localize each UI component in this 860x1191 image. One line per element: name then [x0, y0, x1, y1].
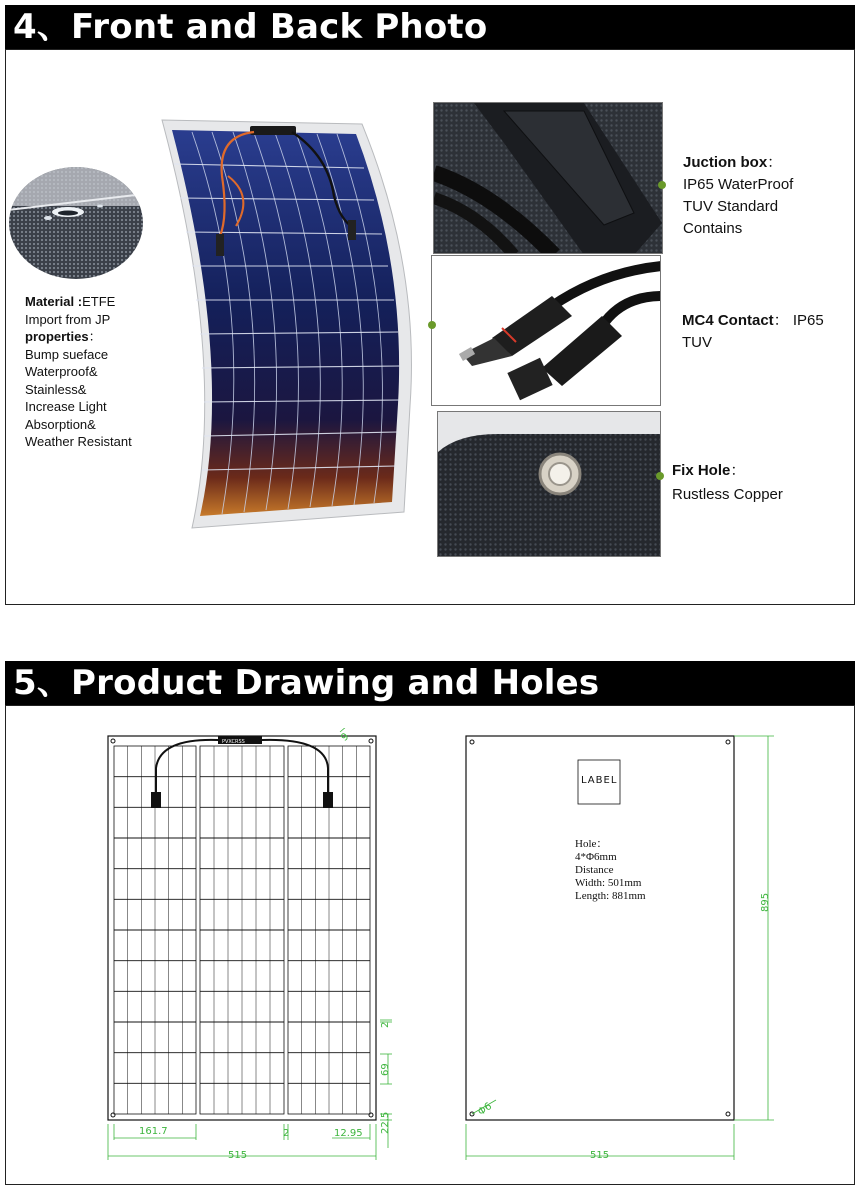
- junction-box-text: [683, 152, 793, 240]
- junction-box-colon: ：: [767, 154, 783, 171]
- junction-box-image: [434, 103, 663, 254]
- property-item: Bump sueface: [25, 346, 109, 362]
- dim-515-front: 515: [228, 1150, 248, 1161]
- section-5-title: 5、Product Drawing and Holes: [13, 663, 600, 703]
- property-item: Stainless&: [25, 381, 87, 397]
- property-item: Increase Light: [25, 399, 107, 414]
- dim-69: 69: [380, 1063, 391, 1076]
- material-label: Material :: [25, 294, 83, 309]
- mc4-connector-image: [432, 256, 661, 406]
- junction-box-label: Juction box: [683, 154, 768, 171]
- mc4-contact-label: MC4 Contact: [682, 312, 774, 329]
- fix-hole-colon: ：: [730, 462, 746, 479]
- section-4-header: [5, 5, 855, 49]
- fix-hole-text: [672, 459, 783, 507]
- section-5-header: [5, 661, 855, 705]
- material-properties-text: [25, 293, 132, 451]
- dim-9: 9: [339, 731, 352, 744]
- fix-hole-label: Fix Hole: [672, 462, 731, 479]
- dim-hole-6: Φ6: [476, 1100, 495, 1119]
- fix-hole-image: [438, 412, 661, 557]
- mc4-contact-spec: TUV: [682, 334, 712, 351]
- front-product-drawing: [100, 728, 410, 1168]
- callout-dot: [656, 472, 664, 480]
- hole-width: Width: 501mm: [575, 877, 642, 889]
- hole-spec-text: [575, 838, 646, 903]
- property-item: Waterproof&: [25, 364, 98, 379]
- fix-hole-closeup: [437, 411, 661, 557]
- properties-label: properties: [25, 329, 89, 344]
- junction-box-label-drawing: PVXCRSS: [222, 739, 245, 745]
- dim-2-right: 2: [380, 1021, 391, 1028]
- mc4-contact-text: [682, 310, 824, 354]
- mc4-connector-closeup: [431, 255, 661, 406]
- property-item: Absorption&: [25, 416, 96, 432]
- dim-161-7: 161.7: [139, 1126, 168, 1137]
- callout-dot: [658, 181, 666, 189]
- dim-22-5: 22.5: [380, 1111, 391, 1134]
- hole-count: 4*Φ6mm: [575, 851, 617, 863]
- hole-length: Length: 881mm: [575, 890, 646, 902]
- junction-box-spec: Contains: [683, 220, 743, 237]
- dim-515-back: 515: [590, 1150, 610, 1161]
- mc4-contact-spec: ： IP65: [773, 312, 824, 329]
- back-product-drawing: [460, 728, 780, 1168]
- junction-box-spec: IP65 WaterProof: [683, 176, 794, 193]
- section-4-title: 4、Front and Back Photo: [13, 7, 488, 47]
- hole-distance-label: Distance: [575, 864, 614, 876]
- properties-colon: ：: [88, 329, 102, 344]
- flexible-solar-panel-photo: [158, 116, 420, 532]
- callout-dot: [428, 321, 436, 329]
- dim-12-95: 12.95: [334, 1128, 363, 1139]
- etfe-surface-closeup: [8, 166, 144, 280]
- junction-box-spec: TUV Standard: [683, 198, 779, 215]
- junction-box-closeup: [433, 102, 663, 254]
- fix-hole-spec: Rustless Copper: [672, 486, 783, 503]
- dim-895: 895: [760, 892, 771, 912]
- material-value: ETFE: [82, 294, 116, 309]
- hole-title: Hole：: [575, 838, 608, 850]
- material-origin: Import from JP: [25, 311, 111, 327]
- property-item: Weather Resistant: [25, 434, 132, 449]
- label-box-text: LABEL: [581, 775, 618, 786]
- dim-2-bottom: 2: [283, 1128, 290, 1139]
